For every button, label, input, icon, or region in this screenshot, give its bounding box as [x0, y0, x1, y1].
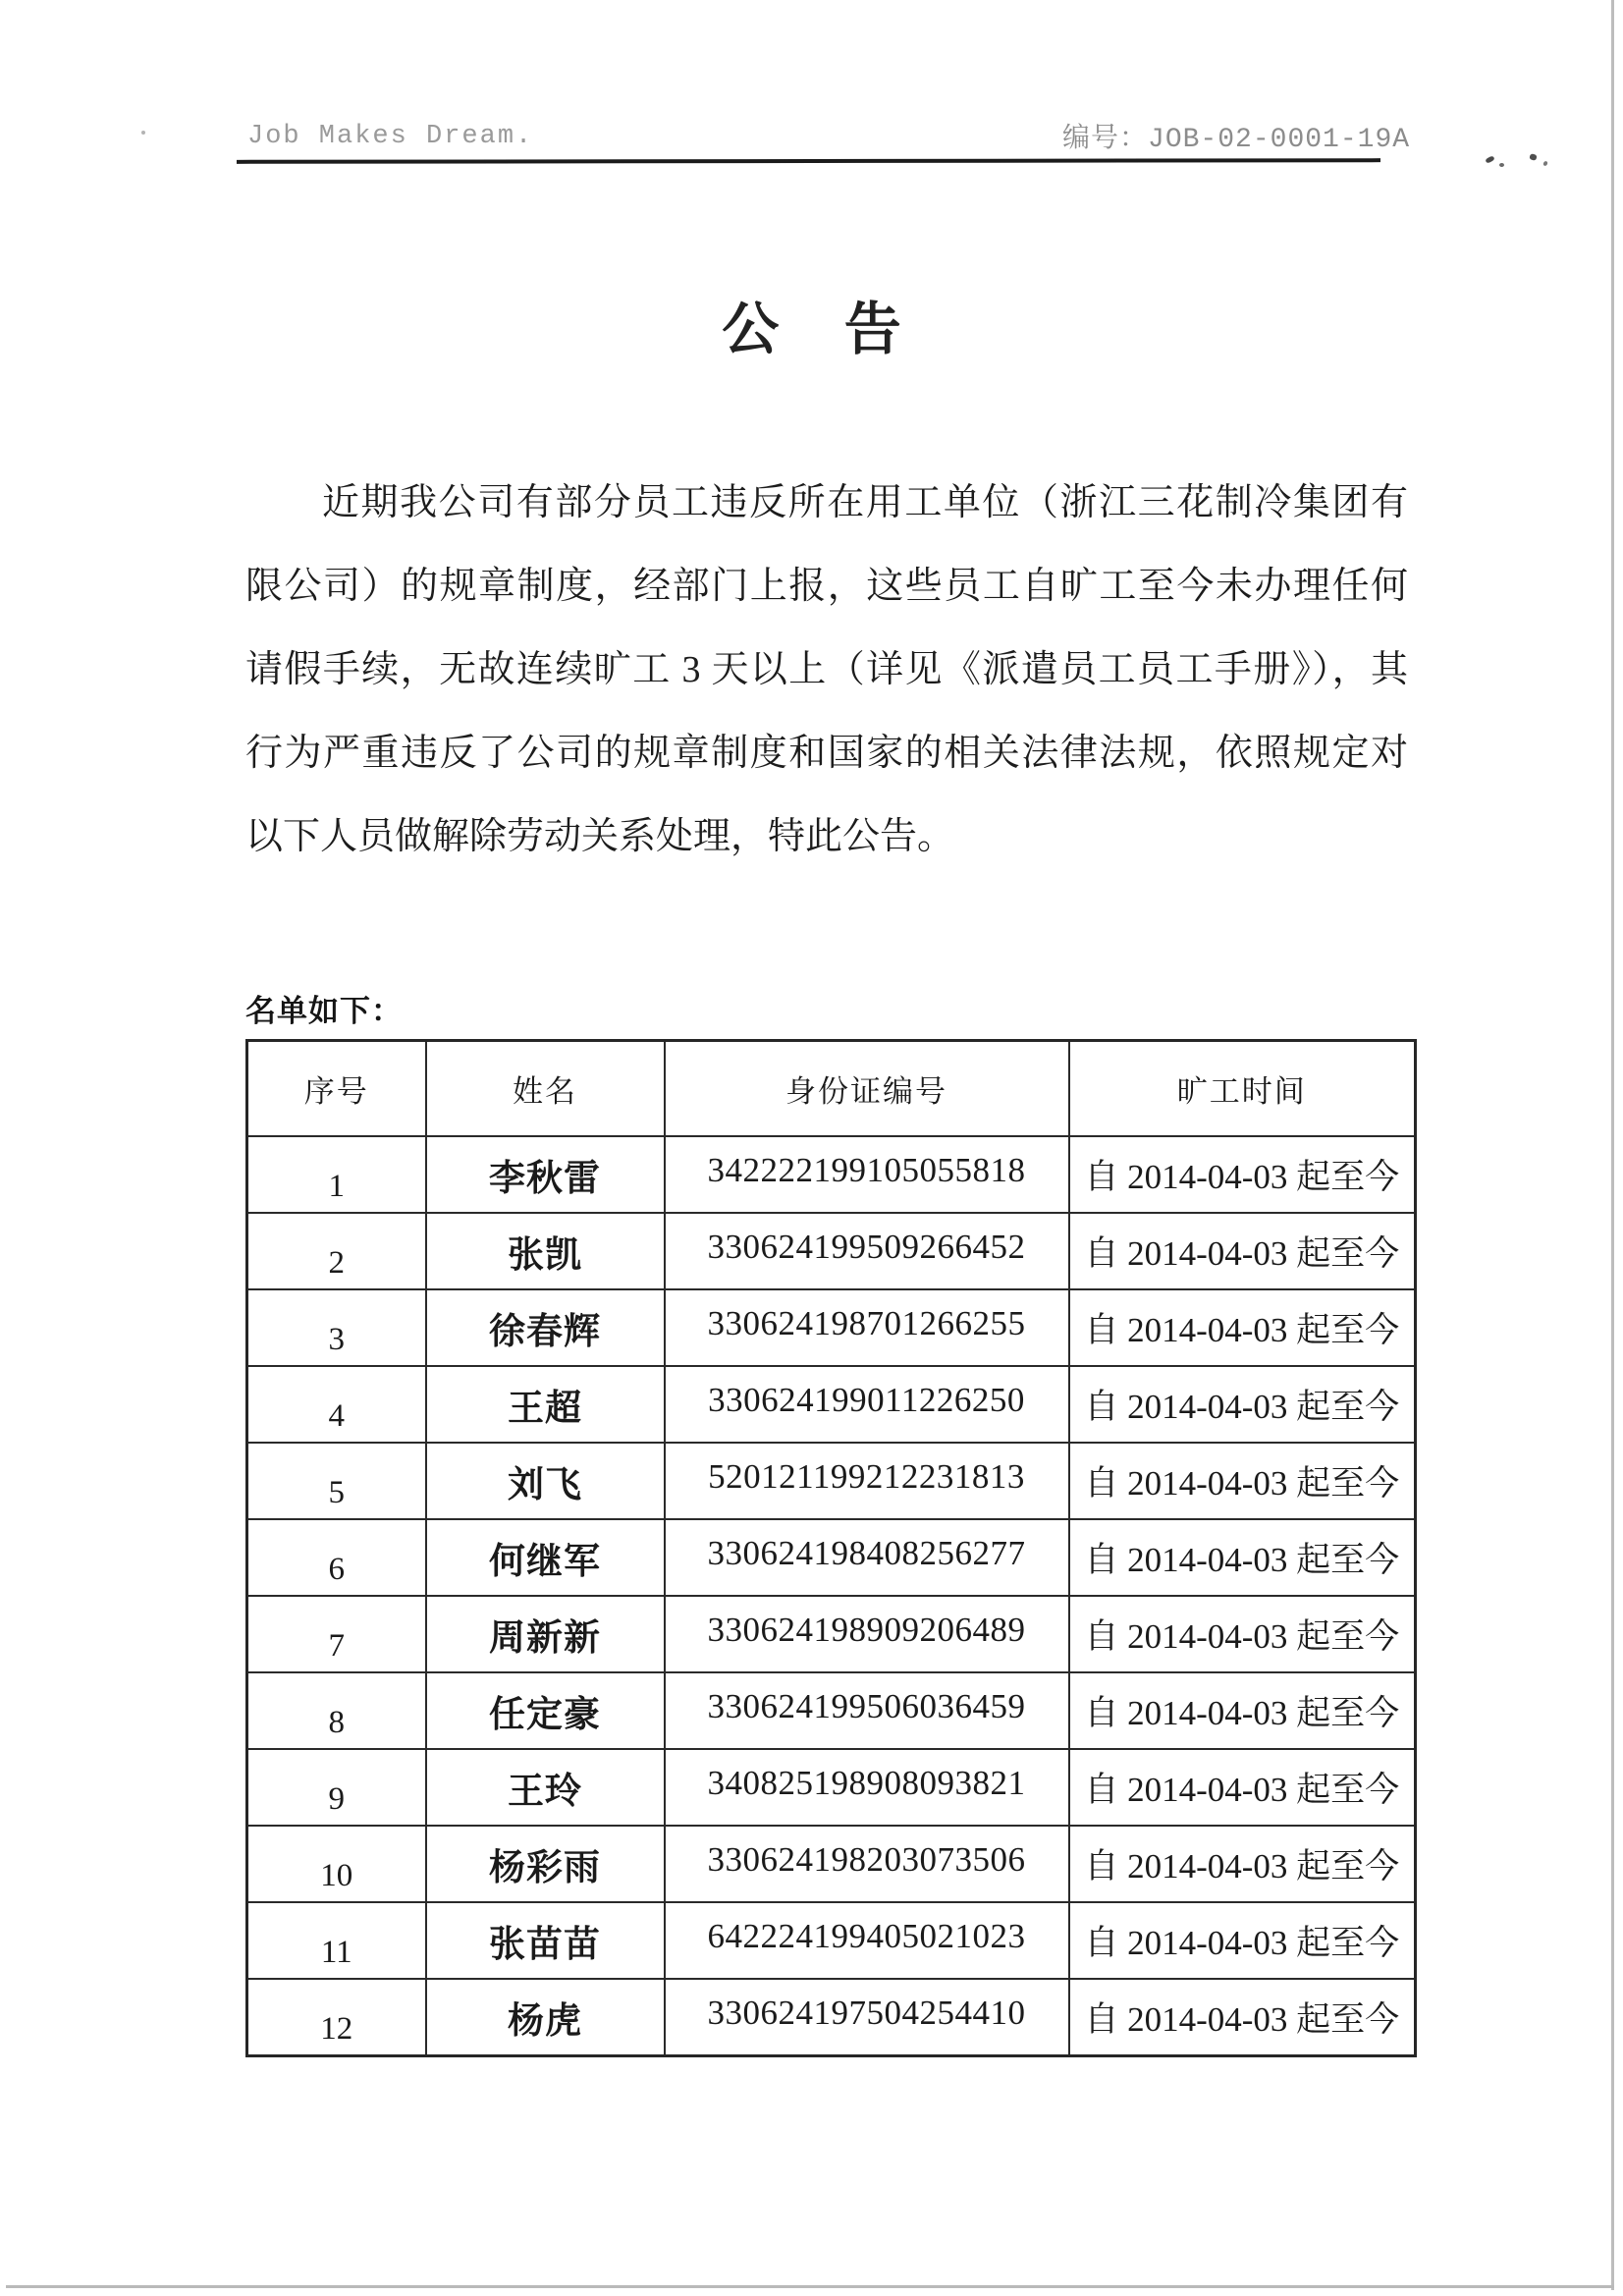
column-header-time: 旷工时间: [1069, 1041, 1416, 1137]
letterhead-slogan: Job Makes Dream.: [247, 122, 534, 151]
row-id: 330624199506036459: [665, 1672, 1069, 1749]
row-name: 张苗苗: [426, 1902, 665, 1979]
page-title: 公 告: [722, 298, 927, 361]
row-name: 王超: [426, 1366, 665, 1443]
row-id: 330624197504254410: [665, 1979, 1069, 2055]
row-period: 自 2014-04-03 起至今: [1069, 1902, 1416, 1979]
row-period: 自 2014-04-03 起至今: [1069, 1213, 1416, 1289]
row-no: 4: [247, 1366, 426, 1443]
row-name: 王玲: [426, 1749, 665, 1826]
row-period: 自 2014-04-03 起至今: [1069, 1596, 1416, 1672]
row-no: 8: [247, 1672, 426, 1749]
row-no: 6: [247, 1519, 426, 1596]
row-no: 3: [247, 1289, 426, 1366]
roster-table-head: [247, 1041, 1416, 1137]
row-id: 330624199509266452: [665, 1213, 1069, 1289]
row-name: 周新新: [426, 1596, 665, 1672]
body-line: 请假手续，无故连续旷工 3 天以上（详见《派遣员工员工手册》），其: [245, 649, 1408, 690]
row-name: 杨虎: [426, 1979, 665, 2055]
row-id: 520121199212231813: [665, 1443, 1069, 1519]
table-row: [247, 1443, 1416, 1519]
row-period: 自 2014-04-03 起至今: [1069, 1749, 1416, 1826]
row-no: 1: [247, 1136, 426, 1213]
body-line: 以下人员做解除劳动关系处理，特此公告。: [245, 816, 955, 857]
row-period: 自 2014-04-03 起至今: [1069, 1979, 1416, 2055]
row-id: 340825198908093821: [665, 1749, 1069, 1826]
letterhead-divider-line: [237, 158, 1380, 164]
document-number-label: 编号：: [1062, 125, 1149, 155]
row-name: 徐春辉: [426, 1289, 665, 1366]
row-no: 9: [247, 1749, 426, 1826]
row-id: 642224199405021023: [665, 1902, 1069, 1979]
row-id: 330624198701266255: [665, 1289, 1069, 1366]
table-row: [247, 1979, 1416, 2055]
row-id: 330624198909206489: [665, 1596, 1069, 1672]
roster-table-body: [247, 1136, 1416, 2055]
column-header-id: 身份证编号: [665, 1041, 1069, 1137]
table-row: [247, 1902, 1416, 1979]
row-name: 李秋雷: [426, 1136, 665, 1213]
row-name: 何继军: [426, 1519, 665, 1596]
row-id: 330624198408256277: [665, 1519, 1069, 1596]
table-row: [247, 1289, 1416, 1366]
row-no: 12: [247, 1979, 426, 2055]
row-no: 7: [247, 1596, 426, 1672]
body-line: 限公司）的规章制度，经部门上报，这些员工自旷工至今未办理任何: [245, 566, 1408, 607]
row-name: 任定豪: [426, 1672, 665, 1749]
row-no: 5: [247, 1443, 426, 1519]
row-id: 342222199105055818: [665, 1136, 1069, 1213]
body-line: 近期我公司有部分员工违反所在用工单位（浙江三花制冷集团有: [322, 482, 1408, 523]
column-header-name: 姓名: [426, 1041, 665, 1137]
table-row: [247, 1596, 1416, 1672]
row-period: 自 2014-04-03 起至今: [1069, 1136, 1416, 1213]
row-id: 330624199011226250: [665, 1366, 1069, 1443]
table-row: [247, 1672, 1416, 1749]
body-line: 行为严重违反了公司的规章制度和国家的相关法律法规，依照规定对: [245, 733, 1408, 774]
row-id: 330624198203073506: [665, 1826, 1069, 1902]
row-period: 自 2014-04-03 起至今: [1069, 1289, 1416, 1366]
scan-speck: [1499, 163, 1504, 167]
document-number: [1062, 116, 1410, 155]
page-scan-edge-bottom: [6, 2285, 1614, 2288]
table-row: [247, 1136, 1416, 1213]
scan-speck: [1485, 155, 1494, 164]
row-name: 杨彩雨: [426, 1826, 665, 1902]
row-no: 10: [247, 1826, 426, 1902]
table-row: [247, 1519, 1416, 1596]
roster-table: [245, 1039, 1417, 2057]
table-row: [247, 1213, 1416, 1289]
roster-list-label: 名单如下：: [245, 994, 403, 1028]
row-period: 自 2014-04-03 起至今: [1069, 1672, 1416, 1749]
row-period: 自 2014-04-03 起至今: [1069, 1366, 1416, 1443]
scan-speck: [141, 131, 145, 135]
scan-speck: [1529, 153, 1537, 161]
table-header-row: [247, 1041, 1416, 1137]
row-period: 自 2014-04-03 起至今: [1069, 1519, 1416, 1596]
row-name: 张凯: [426, 1213, 665, 1289]
document-number-value: JOB-02-0001-19A: [1148, 125, 1411, 155]
row-no: 11: [247, 1902, 426, 1979]
table-row: [247, 1749, 1416, 1826]
row-name: 刘飞: [426, 1443, 665, 1519]
table-row: [247, 1826, 1416, 1902]
column-header-no: 序号: [247, 1041, 426, 1137]
table-row: [247, 1366, 1416, 1443]
row-period: 自 2014-04-03 起至今: [1069, 1443, 1416, 1519]
row-no: 2: [247, 1213, 426, 1289]
scan-speck: [1542, 160, 1548, 166]
announcement-body: [245, 462, 1408, 879]
row-period: 自 2014-04-03 起至今: [1069, 1826, 1416, 1902]
